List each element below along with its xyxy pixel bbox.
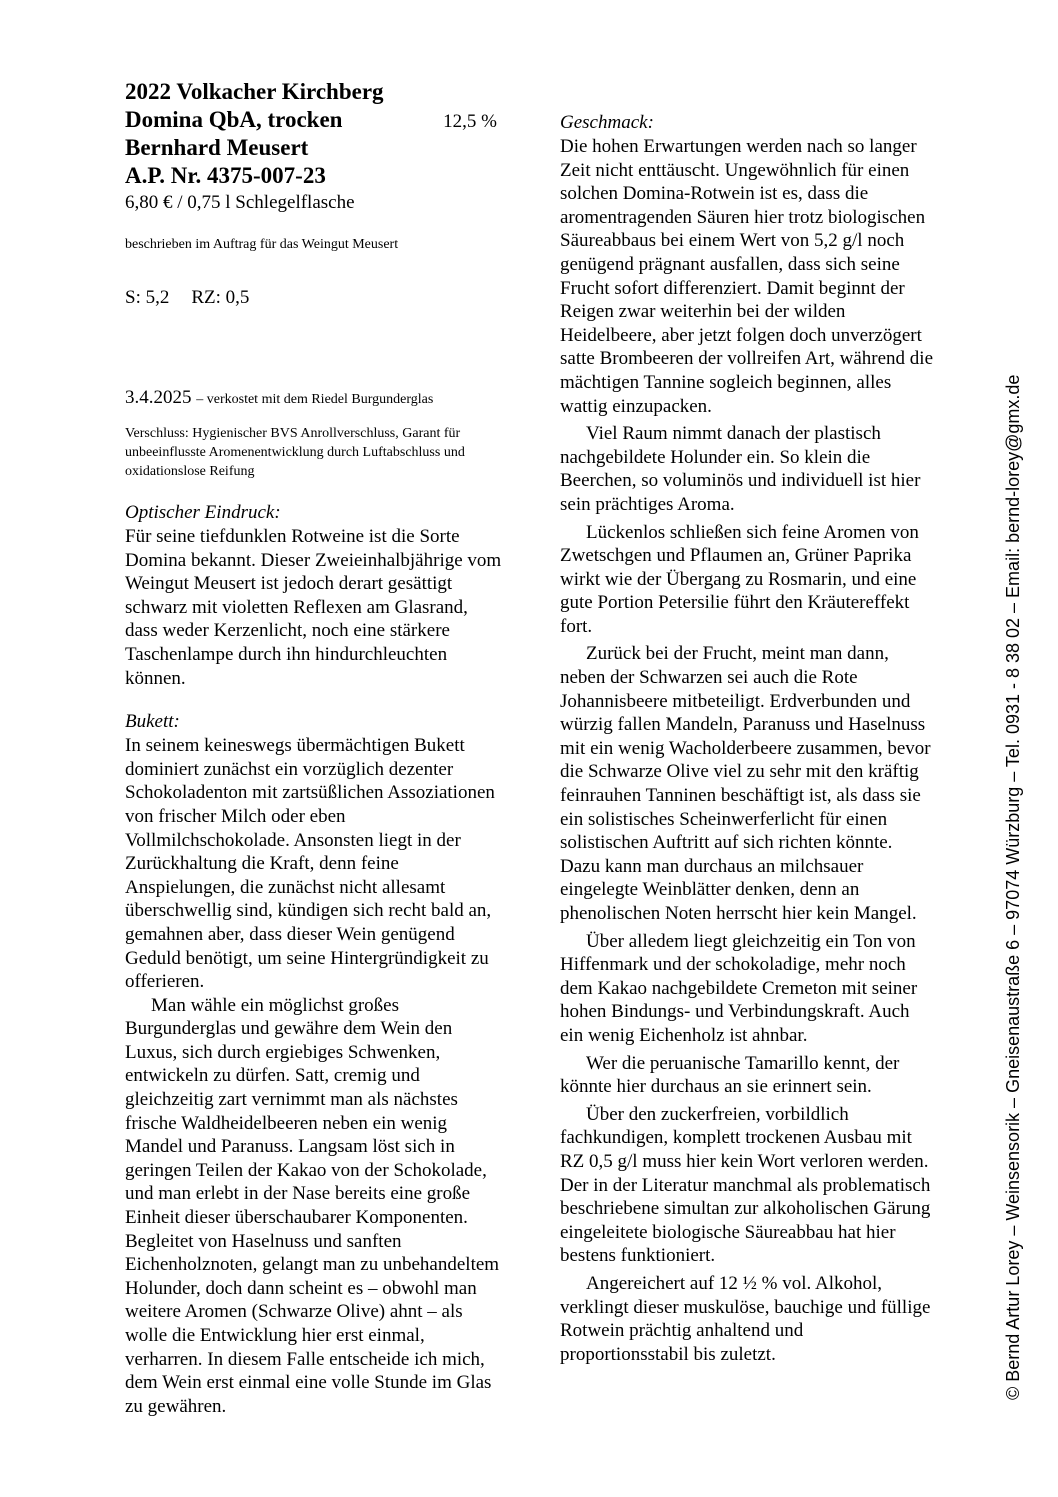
wine-title-line1: 2022 Volkacher Kirchberg — [125, 79, 384, 104]
geschmack-paragraph: Über alledem liegt gleichzeitig ein Ton von Hiffenmark und der schokoladige, mehr noch dem Kakao nachgebildete Cremeton mit seiner hohen Bindungs- und Verbindungskraft. Auch ein wenig Eichenholz ist ahnbar. — [560, 930, 918, 1046]
wine-title-row — [125, 106, 497, 134]
wine-title-line2: Domina QbA, trocken — [125, 107, 343, 132]
geschmack-paragraph: Viel Raum nimmt danach der plastisch nachgebildete Holunder ein. So klein die Beerchen, so voluminös und individuell ist hier sein prächtiges Aroma. — [560, 423, 921, 515]
geschmack-paragraph: Wer die peruanische Tamarillo kennt, der könnte hier durchaus an sie erinnert sein. — [560, 1052, 900, 1098]
ap-number: A.P. Nr. 4375-007-23 — [125, 163, 326, 188]
alcohol-content: 12,5 % — [443, 111, 497, 132]
right-column — [560, 111, 935, 1366]
left-column — [125, 78, 503, 1418]
acid-value: S: 5,2 — [125, 287, 170, 308]
optisch-paragraph: Für seine tiefdunklen Rotweine ist die Sorte Domina bekannt. Dieser Zweieinhalbjährige vom Weingut Meusert ist jedoch derart gesättigt schwarz mit violetten Reflexen am Glasrand, dass weder Kerzenlicht, noch eine stärkere Taschenlampe durch ihn hindurchleuchten können. — [125, 526, 502, 689]
tasting-date: 3.4.2025 — [125, 387, 192, 408]
tasting-date-line — [125, 386, 503, 412]
section-title-geschmack: Geschmack: — [560, 112, 654, 133]
bukett-paragraph: Man wähle ein möglichst großes Burgunderglas und gewähre dem Wein den Luxus, sich durch ergiebiges Schwenken, entwickeln zu dürfen. Satt, cremig und gleichzeitig zart vernimmt man als nächstes frische Waldheidelbeeren neben ein wenig Mandel und Paranuss. Langsam löst sich in geringen Teilen der Kakao von der Schokolade, und man erlebt in der Nase bereits eine große Einheit dieser überschaubarer Komponenten. Begleitet von Haselnuss und sanften Eichenholznoten, gelangt man zu unbehandeltem Holunder, doch dann scheint es – obwohl man weitere Aromen (Schwarze Olive) ahnt – als wolle die Entwicklung hier erst einmal, verharren. In diesem Falle entscheide ich mich, dem Wein erst einmal eine volle Stunde im Glas zu gewähren. — [125, 994, 500, 1417]
geschmack-paragraph: Angereichert auf 12 ½ % vol. Alkohol, verklingt dieser muskulöse, bauchige und füllige Rotwein prächtig anhaltend und proportionsstabil bis zuletzt. — [560, 1272, 931, 1365]
producer-name: Bernhard Meusert — [125, 135, 309, 160]
geschmack-paragraph: Über den zuckerfreien, vorbildlich fachkundigen, komplett trockenen Ausbau mit RZ 0,5 g/l muss hier kein Wort verloren werden. Der in der Literatur manchmal als problematisch beschriebene simultan zur alkoholischen Gärung eingeleitete biologische Säureabbau hat hier bestens funktioniert. — [560, 1103, 931, 1267]
geschmack-paragraph: Lückenlos schließen sich feine Aromen von Zwetschgen und Pflaumen an, Grüner Paprika wirkt wie der Übergang zu Rosmarin, und eine gute Portion Petersilie führt den Kräutereffekt fort. — [560, 521, 919, 637]
analysis-values — [125, 286, 503, 310]
copyright-sidebar: © Bernd Artur Lorey – Weinsensorik – Gneisenaustraße 6 – 97074 Würzburg – Tel. 0931 - 8 38 02 – Email: bernd-lorey@gmx.de — [1003, 374, 1023, 1400]
price: 6,80 € / 0,75 l Schlegelflasche — [125, 192, 355, 213]
closure-note: Verschluss: Hygienischer BVS Anrollverschluss, Garant für unbeeinflusste Aromenentwicklung durch Luftabschluss und oxidationslose Reifung — [125, 426, 465, 479]
geschmack-paragraph: Die hohen Erwartungen werden nach so langer Zeit nicht enttäuscht. Ungewöhnlich für einen solchen Domina-Rotwein ist es, dass die aromentragenden Säuren hier trotz biologischen Säureabbaus bei einem Wert von 5,2 g/l noch genügend prägnant ausfallen, dass sich seine Frucht sofort differenziert. Damit beginnt der Reigen zwar weiterhin bei der wilden Heidelbeere, aber jetzt folgen doch unverzögert satte Brombeeren der vollreifen Art, während die mächtigen Tannine sogleich beginnen, alles wattig einzupacken. — [560, 136, 933, 417]
geschmack-paragraph: Zurück bei der Frucht, meint man dann, neben der Schwarzen sei auch die Rote Johannisbeere mitbeteiligt. Erdverbunden und würzig fallen Mandeln, Paranuss und Haselnuss mit ein wenig Wacholderbeere zusammen, bevor die Schwarze Olive viel zu sehr mit den kräftig feinrauhen Tanninen beschäftigt ist, als dass sie ein solistisches Scheinwerferlicht für einen solistischen Auftritt auf sich richten könnte. Dazu kann man durchaus an milchsauer eingelegte Weinblätter denken, denn an phenolischen Noten herrscht hier kein Mangel. — [560, 643, 931, 924]
tasting-glass-note: – verkostet mit dem Riedel Burgunderglas — [196, 392, 434, 407]
residual-sugar-value: RZ: 0,5 — [191, 287, 250, 308]
commission-note: beschrieben im Auftrag für das Weingut Meusert — [125, 237, 399, 252]
section-title-optisch: Optischer Eindruck: — [125, 502, 281, 523]
bukett-paragraph: In seinem keineswegs übermächtigen Bukett dominiert zunächst ein vorzüglich dezenter Schokoladenton mit zartsüßlichen Assoziationen von frischer Milch oder eben Vollmilchschokolade. Ansonsten liegt in der Zurückhaltung die Kraft, denn feine Anspielungen, die zunächst nicht allesamt überschwellig sind, kündigen sich recht bald an, gemahnen aber, dass dieser Wein genügend Geduld benötigt, um seine Hintergründigkeit zu offerieren. — [125, 735, 495, 993]
section-title-bukett: Bukett: — [125, 711, 180, 733]
